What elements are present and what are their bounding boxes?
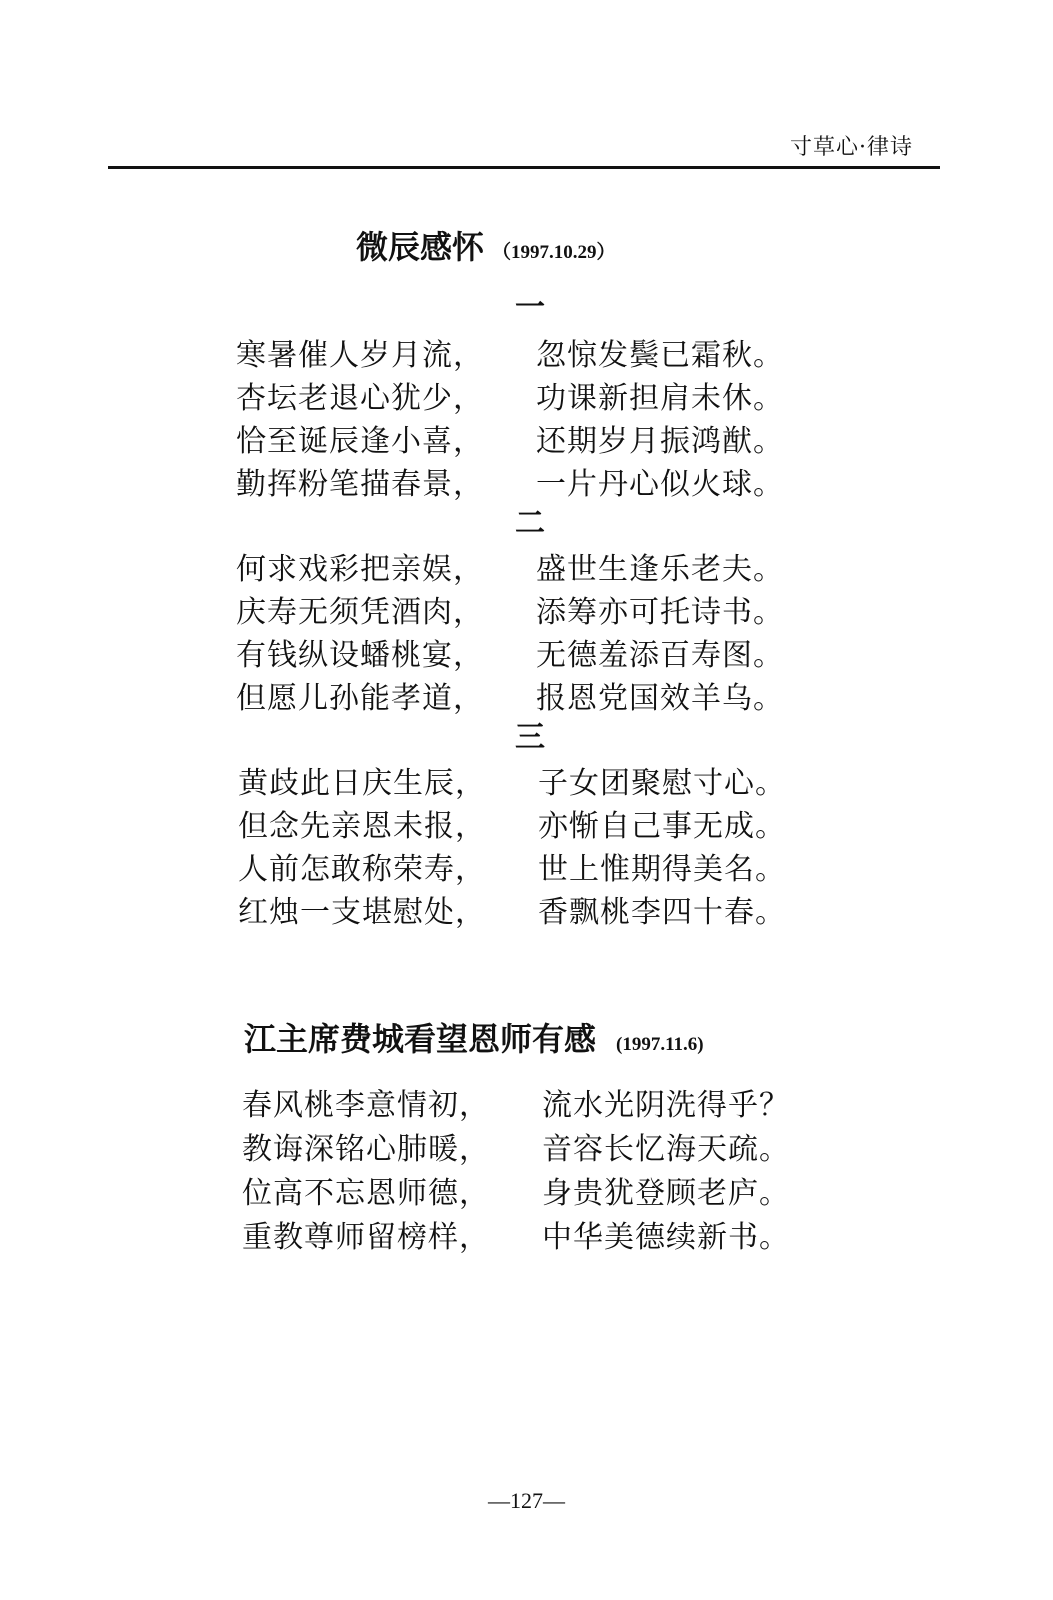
poem-date: (1997.11.6) bbox=[616, 1034, 704, 1055]
verse-line bbox=[0, 1212, 1053, 1256]
poem-title bbox=[356, 222, 616, 268]
verse-right: 忽惊发鬓已霜秋。 bbox=[536, 338, 784, 373]
verse-line bbox=[0, 1168, 1053, 1212]
running-header: 寸草心·律诗 bbox=[790, 135, 913, 160]
header-rule bbox=[108, 166, 940, 169]
verse-left: 但愿儿孙能孝道， bbox=[236, 681, 484, 716]
verse-line bbox=[0, 373, 1053, 417]
poem-title bbox=[244, 1014, 704, 1060]
verse-left: 有钱纵设蟠桃宴， bbox=[236, 638, 484, 673]
verse-right: 一片丹心似火球。 bbox=[536, 467, 784, 502]
section-number: 三 bbox=[515, 720, 545, 755]
verse-line bbox=[0, 758, 1053, 802]
verse-line bbox=[0, 459, 1053, 503]
verse-left: 春风桃李意情初， bbox=[242, 1088, 490, 1123]
verse-left: 但念先亲恩未报， bbox=[238, 809, 486, 844]
verse-right: 亦惭自己事无成。 bbox=[538, 809, 786, 844]
verse-right: 盛世生逢乐老夫。 bbox=[536, 552, 784, 587]
verse-line bbox=[0, 887, 1053, 931]
verse-left: 杏坛老退心犹少， bbox=[236, 381, 484, 416]
verse-right: 身贵犹登顾老庐。 bbox=[542, 1176, 790, 1211]
poem-date: （1997.10.29） bbox=[492, 242, 616, 263]
verse-line bbox=[0, 544, 1053, 588]
verse-right: 添筹亦可托诗书。 bbox=[536, 595, 784, 630]
verse-line bbox=[0, 1080, 1053, 1124]
verse-left: 寒暑催人岁月流， bbox=[236, 338, 484, 373]
poem-title-text: 微辰感怀 bbox=[356, 228, 485, 266]
page-number: —127— bbox=[488, 1488, 565, 1513]
verse-right: 报恩党国效羊乌。 bbox=[536, 681, 784, 716]
verse-right: 香飘桃李四十春。 bbox=[538, 895, 786, 930]
verse-left: 位高不忘恩师德， bbox=[242, 1176, 490, 1211]
verse-right: 流水光阴洗得乎？ bbox=[542, 1088, 790, 1123]
verse-line bbox=[0, 1124, 1053, 1168]
verse-right: 功课新担肩未休。 bbox=[536, 381, 784, 416]
verse-left: 庆寿无须凭酒肉， bbox=[236, 595, 484, 630]
verse-left: 恰至诞辰逢小喜， bbox=[236, 424, 484, 459]
verse-left: 何求戏彩把亲娱， bbox=[236, 552, 484, 587]
verse-line bbox=[0, 801, 1053, 845]
verse-line bbox=[0, 587, 1053, 631]
verse-left: 重教尊师留榜样， bbox=[242, 1220, 490, 1255]
verse-right: 世上惟期得美名。 bbox=[538, 852, 786, 887]
verse-right: 音容长忆海天疏。 bbox=[542, 1132, 790, 1167]
verse-line bbox=[0, 673, 1053, 717]
verse-right: 无德羞添百寿图。 bbox=[536, 638, 784, 673]
verse-left: 人前怎敢称荣寿， bbox=[238, 852, 486, 887]
verse-right: 子女团聚慰寸心。 bbox=[538, 766, 786, 801]
verse-left: 教诲深铭心肺暖， bbox=[242, 1132, 490, 1167]
verse-right: 还期岁月振鸿猷。 bbox=[536, 424, 784, 459]
verse-line bbox=[0, 844, 1053, 888]
verse-line bbox=[0, 630, 1053, 674]
section-number: 二 bbox=[515, 506, 545, 541]
verse-line bbox=[0, 416, 1053, 460]
section-number: 一 bbox=[515, 290, 545, 325]
poem-title-text: 江主席费城看望恩师有感 bbox=[244, 1020, 597, 1058]
verse-left: 勤挥粉笔描春景， bbox=[236, 467, 484, 502]
verse-line bbox=[0, 330, 1053, 374]
verse-right: 中华美德续新书。 bbox=[542, 1220, 790, 1255]
verse-left: 黄歧此日庆生辰， bbox=[238, 766, 486, 801]
verse-left: 红烛一支堪慰处， bbox=[238, 895, 486, 930]
